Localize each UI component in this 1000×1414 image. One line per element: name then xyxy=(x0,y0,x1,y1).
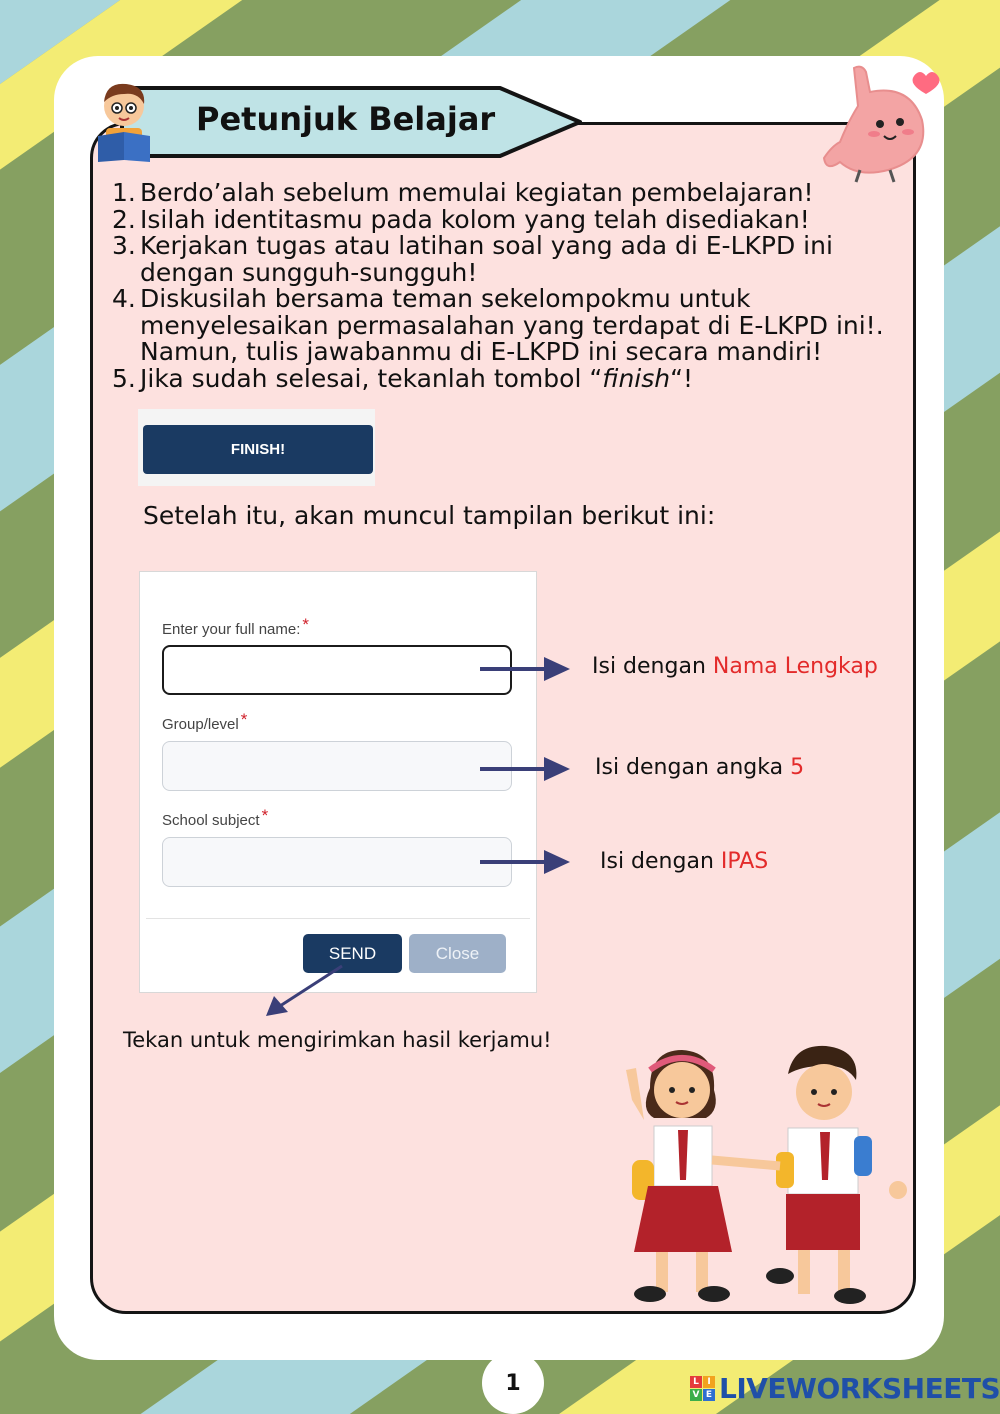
instruction-number: 2. xyxy=(112,204,136,234)
close-button[interactable]: Close xyxy=(409,934,506,973)
arrow-right-icon xyxy=(478,654,574,684)
full-name-input[interactable] xyxy=(162,645,512,695)
instruction-text-end: “! xyxy=(670,363,694,393)
instruction-text: Berdo’alah sebelum memulai kegiatan pembelajaran! xyxy=(140,178,814,207)
instruction-text-start: Jika sudah selesai, tekanlah tombol “ xyxy=(140,363,603,393)
hint-value: 5 xyxy=(790,755,805,780)
arrow-right-icon xyxy=(478,754,574,784)
required-mark: * xyxy=(261,806,269,825)
logo-letter: V xyxy=(690,1389,702,1401)
hint-school-subject xyxy=(600,849,768,874)
finish-button[interactable]: FINISH! xyxy=(143,425,373,474)
name-label-text: Enter your full name: xyxy=(162,621,301,638)
instruction-item xyxy=(112,180,902,207)
send-caption: Tekan untuk mengirimkan hasil kerjamu! xyxy=(123,1028,552,1052)
liveworksheets-logo-icon xyxy=(690,1376,715,1401)
send-button[interactable]: SEND xyxy=(303,934,402,973)
subject-field-label xyxy=(162,806,268,829)
after-text: Setelah itu, akan muncul tampilan berikut ini: xyxy=(143,501,716,530)
instruction-number: 4. xyxy=(112,284,136,313)
page-number: 1 xyxy=(482,1352,544,1414)
instruction-number: 1. xyxy=(112,178,136,207)
page-title: Petunjuk Belajar xyxy=(196,100,496,138)
arrow-down-left-icon xyxy=(258,962,348,1022)
required-mark: * xyxy=(302,615,310,634)
hint-full-name xyxy=(592,654,878,679)
liveworksheets-brand xyxy=(690,1372,1000,1404)
logo-letter: I xyxy=(703,1376,715,1388)
instruction-number: 3. xyxy=(112,231,136,260)
required-mark: * xyxy=(240,710,248,729)
instruction-text: Isilah identitasmu pada kolom yang telah disediakan! xyxy=(140,204,810,234)
instruction-text: Kerjakan tugas atau latihan soal yang ada di E-LKPD ini dengan sungguh-sungguh! xyxy=(140,231,833,287)
hint-prefix: Isi dengan xyxy=(600,849,721,874)
hint-value: IPAS xyxy=(720,849,769,874)
instruction-item xyxy=(112,204,902,234)
instruction-text-italic: finish xyxy=(602,363,671,393)
hint-value: Nama Lengkap xyxy=(712,654,878,679)
form-divider xyxy=(146,918,530,919)
boy-reading-illustration xyxy=(92,80,156,164)
group-label-text: Group/level xyxy=(162,716,239,733)
logo-letter: E xyxy=(703,1389,715,1401)
students-walking-illustration xyxy=(610,1040,910,1310)
arrow-right-icon xyxy=(478,847,574,877)
instruction-item xyxy=(112,233,902,286)
name-field-label xyxy=(162,615,309,638)
hint-prefix: Isi dengan angka xyxy=(595,755,791,780)
instruction-number: 5. xyxy=(112,363,136,393)
stomach-mascot-illustration xyxy=(818,62,946,186)
instruction-item xyxy=(112,363,902,393)
school-subject-input[interactable] xyxy=(162,837,512,887)
group-level-input[interactable] xyxy=(162,741,512,791)
group-field-label xyxy=(162,710,247,733)
finish-button-screenshot xyxy=(138,409,375,486)
instruction-item xyxy=(112,286,902,366)
instruction-text: Diskusilah bersama teman sekelompokmu untuk menyelesaikan permasalahan yang terdapat di E-LKPD ini!. Namun, tulis jawabanmu di E-LKPD ini secara mandiri! xyxy=(140,284,884,366)
hint-group-level xyxy=(595,755,804,780)
subject-label-text: School subject xyxy=(162,812,260,829)
instructions-list xyxy=(112,180,902,392)
hint-prefix: Isi dengan xyxy=(592,654,713,679)
liveworksheets-name: LIVEWORKSHEETS xyxy=(719,1371,1000,1405)
title-banner xyxy=(118,84,588,160)
logo-letter: L xyxy=(690,1376,702,1388)
